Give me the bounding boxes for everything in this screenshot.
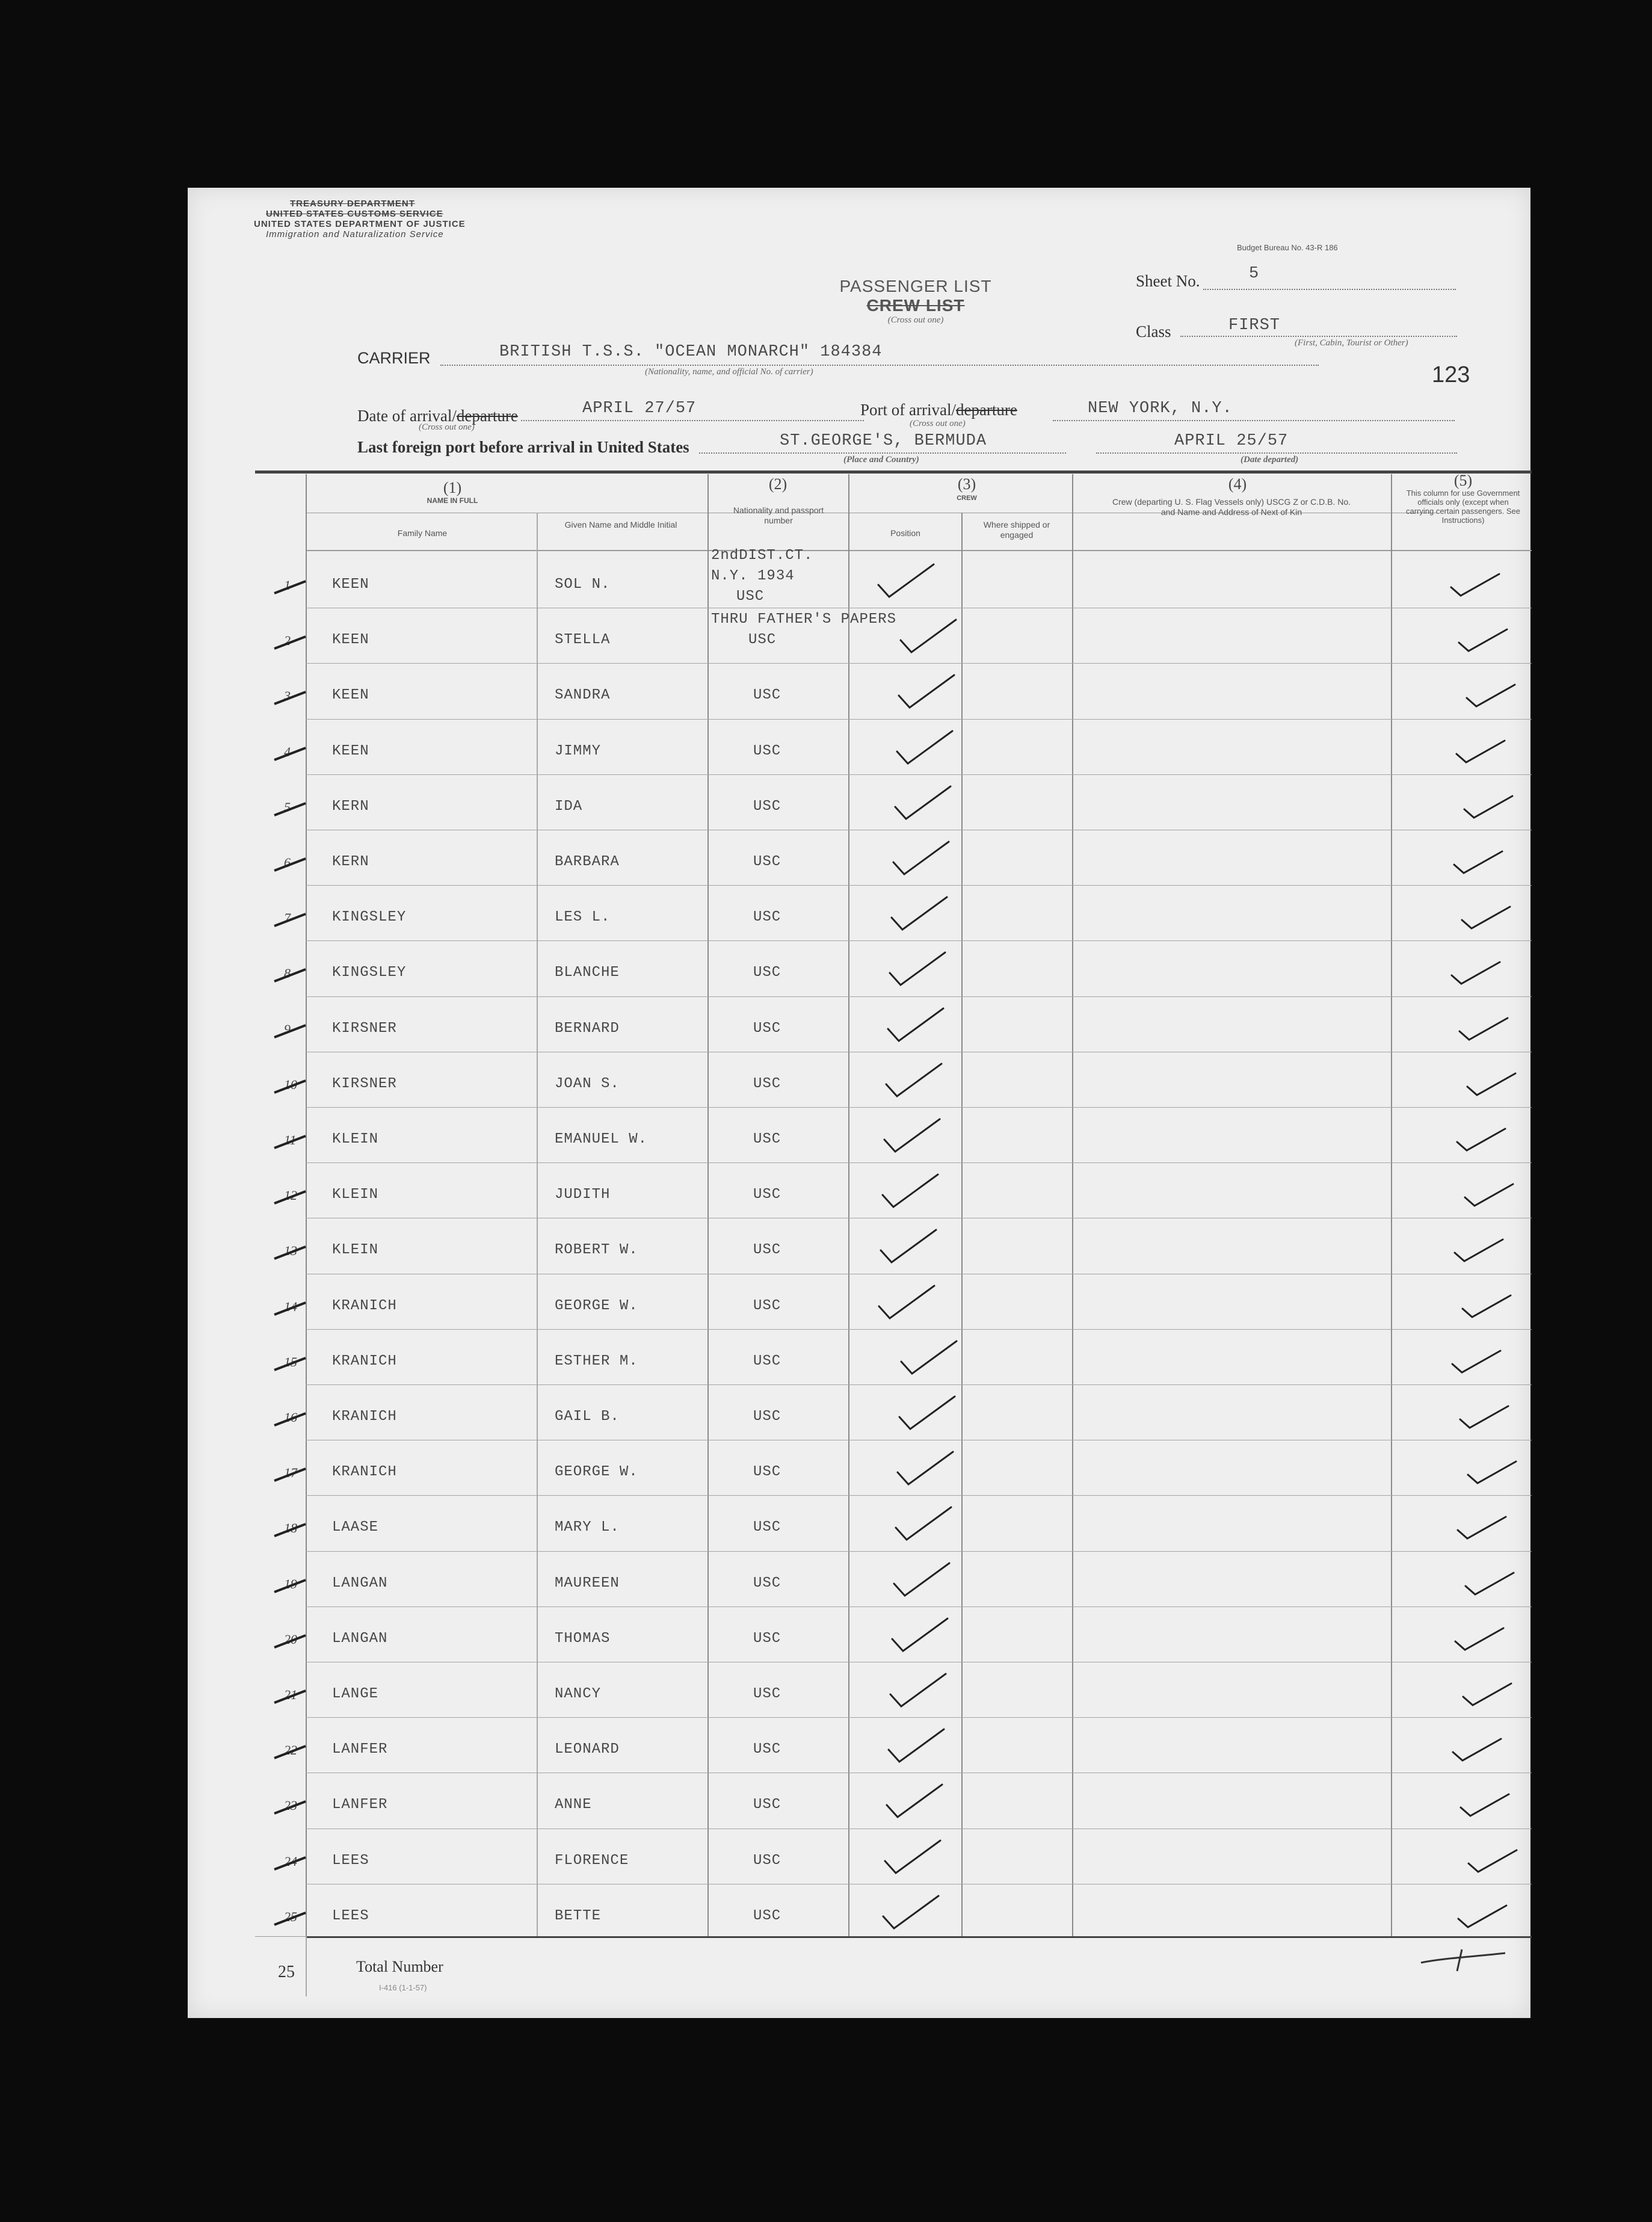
official-check-icon [1459, 1668, 1526, 1716]
family-name: KINGSLEY [332, 964, 407, 981]
row-number-strike-icon [272, 742, 308, 766]
row-number-strike-icon [272, 1075, 308, 1099]
total-count: 25 [278, 1963, 295, 1981]
position-check-icon [887, 1608, 960, 1662]
nationality: USC [753, 909, 781, 925]
nationality: USC [753, 743, 781, 759]
date-departed-value: APRIL 25/57 [1174, 432, 1289, 450]
family-name: KINGSLEY [332, 909, 407, 925]
nationality: USC [736, 588, 765, 605]
nationality: USC [753, 1741, 781, 1758]
official-check-icon [1456, 1390, 1523, 1439]
position-check-icon [874, 554, 946, 608]
family-name: KRANICH [332, 1464, 397, 1480]
row-number: 21 [284, 1687, 297, 1702]
official-check-icon [1450, 836, 1517, 884]
sheet-label: Sheet No. [1136, 272, 1200, 290]
official-check-icon [1465, 1835, 1531, 1883]
row-number: 17 [284, 1465, 297, 1480]
row-number: 7 [284, 910, 291, 925]
nationality: N.Y. 1934 [711, 568, 795, 584]
family-name: KLEIN [332, 1131, 379, 1147]
port-struck-text: departure [955, 401, 1017, 419]
agency-line: Immigration and Naturalization Service [266, 229, 444, 239]
nationality: USC [753, 964, 781, 981]
family-name: KEEN [332, 743, 369, 759]
official-check-icon [1462, 1557, 1528, 1605]
given-name: MARY L. [555, 1519, 620, 1535]
position-check-icon [887, 886, 959, 940]
nationality: USC [753, 1631, 781, 1647]
given-name: BLANCHE [555, 964, 620, 981]
given-name: THOMAS [555, 1631, 611, 1647]
family-name: LEES [332, 1853, 369, 1869]
family-name: KRANICH [332, 1409, 397, 1425]
nationality: USC [753, 1353, 781, 1369]
page-number: 123 [1432, 362, 1470, 387]
nationality: USC [753, 1298, 781, 1314]
row-number-strike-icon [272, 1297, 308, 1321]
official-check-icon [1451, 1224, 1517, 1272]
family-name: KEEN [332, 687, 369, 703]
nationality: USC [753, 1575, 781, 1591]
form-title: PASSENGER LIST [839, 277, 992, 295]
agency-line: UNITED STATES DEPARTMENT OF JUSTICE [254, 219, 466, 229]
given-name: NANCY [555, 1686, 602, 1702]
class-label: Class [1136, 322, 1171, 341]
official-check-icon [1459, 1280, 1525, 1328]
position-check-icon [889, 831, 961, 885]
given-name: EMANUEL W. [555, 1131, 648, 1147]
official-check-icon [1447, 558, 1514, 606]
family-name: KIRSNER [332, 1020, 397, 1037]
family-name: LANGAN [332, 1631, 388, 1647]
position-check-icon [891, 1496, 963, 1551]
official-check-icon [1464, 1446, 1530, 1494]
row-number: 4 [284, 744, 291, 759]
class-value: FIRST [1228, 316, 1281, 335]
row-number: 14 [284, 1299, 297, 1314]
nationality: USC [753, 1131, 781, 1147]
row-number-strike-icon [272, 575, 308, 599]
given-name: BERNARD [555, 1020, 620, 1037]
form-title-block [825, 277, 1006, 326]
col2-title: Nationality and passport number [733, 505, 824, 525]
row-number-strike-icon [272, 1518, 308, 1542]
official-check-icon [1453, 725, 1519, 773]
row-number-strike-icon [272, 1407, 308, 1431]
position-check-icon [885, 942, 957, 996]
col5-title: This column for use Government officials only (except when carrying certain passengers. See Instructions) [1405, 489, 1521, 525]
family-name: LEES [332, 1908, 369, 1924]
row-number: 23 [284, 1798, 297, 1813]
nationality: USC [753, 1797, 781, 1813]
row-number-strike-icon [272, 1685, 308, 1709]
given-name: ROBERT W. [555, 1242, 638, 1258]
row-number: 6 [284, 855, 291, 870]
family-name: LANFER [332, 1797, 388, 1813]
row-number-strike-icon [272, 1795, 308, 1819]
row-number: 22 [284, 1742, 297, 1758]
row-number-strike-icon [272, 797, 308, 821]
position-check-icon [878, 1885, 951, 1939]
row-number-strike-icon [272, 1241, 308, 1265]
col4-title: Crew (departing U. S. Flag Vessels only) USCG Z or C.D.B. No. and Name and Address of Next of Kin [1112, 497, 1351, 517]
official-check-icon [1453, 1113, 1520, 1161]
row-number: 8 [284, 966, 291, 981]
date-label-text: Date of arrival/ [357, 407, 457, 425]
carrier-value: BRITISH T.S.S. "OCEAN MONARCH" 184384 [499, 343, 883, 361]
position-check-icon [884, 1718, 956, 1773]
nationality: USC [753, 798, 781, 815]
given-name: JUDITH [555, 1187, 611, 1203]
given-name: ESTHER M. [555, 1353, 638, 1369]
nationality: USC [753, 1853, 781, 1869]
col3-position-heading: Position [890, 528, 920, 538]
nationality: USC [753, 854, 781, 870]
nationality: 2ndDIST.CT. [711, 548, 813, 564]
last-port-value: ST.GEORGE'S, BERMUDA [780, 432, 987, 450]
col5-number: (5) [1453, 472, 1473, 489]
official-check-icon [1448, 946, 1514, 995]
given-name: GEORGE W. [555, 1298, 638, 1314]
carrier-note: (Nationality, name, and official No. of carrier) [645, 367, 813, 377]
given-name: SANDRA [555, 687, 611, 703]
position-check-icon [881, 1053, 954, 1107]
position-check-icon [882, 1774, 954, 1828]
position-check-icon [894, 664, 966, 718]
row-number-strike-icon [272, 1740, 308, 1764]
row-number: 18 [284, 1520, 297, 1535]
col3-where-heading: Where shipped or engaged [983, 520, 1050, 540]
given-name: MAUREEN [555, 1575, 620, 1591]
agency-line: TREASURY DEPARTMENT [290, 199, 415, 209]
row-number: 16 [284, 1410, 297, 1425]
family-name: LAASE [332, 1519, 379, 1535]
nationality: USC [753, 1076, 781, 1092]
family-name: KEEN [332, 576, 369, 593]
position-check-icon [895, 1386, 967, 1440]
row-number-strike-icon [272, 686, 308, 710]
row-number: 10 [284, 1077, 297, 1092]
position-check-icon [874, 1275, 946, 1329]
place-country-note: (Place and Country) [843, 455, 919, 464]
agency-header [254, 199, 466, 239]
col2-number: (2) [768, 475, 787, 493]
row-number-strike-icon [272, 1629, 308, 1653]
cross-out-note: (Cross out one) [887, 315, 944, 325]
given-name: GEORGE W. [555, 1464, 638, 1480]
row-number-strike-icon [272, 1185, 308, 1209]
row-number-strike-icon [272, 631, 308, 655]
row-number: 24 [284, 1854, 297, 1869]
passenger-list-sheet [188, 188, 1530, 2018]
row-number: 15 [284, 1354, 297, 1369]
row-number: 20 [284, 1632, 297, 1647]
official-check-icon [1464, 1058, 1530, 1106]
date-struck-text: departure [456, 407, 518, 425]
nationality: USC [753, 1908, 781, 1924]
date-departed-note: (Date departed) [1241, 455, 1299, 464]
given-name: IDA [555, 798, 583, 815]
official-check-icon [1458, 891, 1524, 939]
given-name: STELLA [555, 632, 611, 648]
row-number: 13 [284, 1243, 297, 1258]
family-name: KLEIN [332, 1242, 379, 1258]
row-number-strike-icon [272, 908, 308, 932]
budget-bureau-number: Budget Bureau No. 43-R 186 [1237, 243, 1338, 252]
position-check-icon [890, 776, 963, 830]
sheet-number: 5 [1249, 265, 1260, 283]
col1-number: (1) [443, 479, 462, 496]
nationality: USC [753, 687, 781, 703]
nationality: THRU FATHER'S PAPERS [711, 611, 897, 628]
official-check-icon [1457, 1779, 1523, 1827]
row-number: 2 [284, 633, 291, 648]
row-number: 9 [284, 1022, 291, 1037]
date-of-arrival-value: APRIL 27/57 [582, 400, 697, 418]
nationality: USC [753, 1464, 781, 1480]
given-name: BETTE [555, 1908, 602, 1924]
col1-given-heading: Given Name and Middle Initial [564, 520, 677, 529]
handwritten-mark-icon [1415, 1945, 1511, 1975]
carrier-label: CARRIER [357, 349, 431, 367]
nationality: USC [753, 1187, 781, 1203]
official-check-icon [1456, 1002, 1522, 1051]
position-check-icon [878, 1164, 950, 1218]
given-name: BARBARA [555, 854, 620, 870]
given-name: GAIL B. [555, 1409, 620, 1425]
position-check-icon [889, 1552, 961, 1606]
row-number-strike-icon [272, 963, 308, 987]
row-number: 19 [284, 1576, 297, 1591]
given-name: SOL N. [555, 576, 611, 593]
family-name: KRANICH [332, 1298, 397, 1314]
form-number: I-416 (1-1-57) [379, 1983, 427, 1992]
given-name: LEONARD [555, 1741, 620, 1758]
official-check-icon [1461, 1168, 1527, 1217]
family-name: KEEN [332, 632, 369, 648]
position-check-icon [886, 1663, 958, 1717]
position-check-icon [896, 1330, 969, 1384]
given-name: ANNE [555, 1797, 592, 1813]
position-check-icon [880, 1830, 952, 1884]
given-name: JOAN S. [555, 1076, 620, 1092]
position-check-icon [880, 1108, 952, 1162]
given-name: JIMMY [555, 743, 602, 759]
family-name: KLEIN [332, 1187, 379, 1203]
date-cross-out-note: (Cross out one) [419, 422, 475, 432]
row-number: 12 [284, 1188, 297, 1203]
nationality: USC [753, 1686, 781, 1702]
family-name: LANFER [332, 1741, 388, 1758]
col1-title: NAME IN FULL [427, 496, 478, 505]
row-number-strike-icon [272, 1463, 308, 1487]
row-number: 5 [284, 800, 291, 815]
nationality: USC [753, 1020, 781, 1037]
family-name: KRANICH [332, 1353, 397, 1369]
col3-number: (3) [957, 475, 976, 493]
official-check-icon [1463, 669, 1529, 717]
col3-title: CREW [957, 495, 977, 502]
col1-family-heading: Family Name [397, 528, 448, 538]
class-note: (First, Cabin, Tourist or Other) [1295, 338, 1408, 348]
official-check-icon [1455, 614, 1521, 662]
row-number-strike-icon [272, 1130, 308, 1154]
family-name: LANGAN [332, 1575, 388, 1591]
family-name: KERN [332, 854, 369, 870]
given-name: LES L. [555, 909, 611, 925]
official-check-icon [1452, 1612, 1518, 1661]
position-check-icon [896, 609, 968, 663]
row-number: 1 [284, 578, 291, 593]
form-title-struck: CREW LIST [866, 296, 965, 315]
position-check-icon [876, 1219, 948, 1273]
official-check-icon [1449, 1335, 1515, 1383]
nationality: USC [748, 632, 777, 648]
port-cross-out-note: (Cross out one) [910, 419, 966, 428]
total-label: Total Number [356, 1958, 443, 1975]
row-number-strike-icon [272, 1851, 308, 1875]
position-check-icon [893, 1441, 965, 1495]
col4-number: (4) [1228, 475, 1247, 493]
family-name: KERN [332, 798, 369, 815]
row-number-strike-icon [272, 853, 308, 877]
official-check-icon [1449, 1723, 1515, 1771]
official-check-icon [1461, 780, 1527, 829]
port-of-arrival-value: NEW YORK, N.Y. [1088, 400, 1233, 418]
agency-line: UNITED STATES CUSTOMS SERVICE [266, 209, 443, 219]
port-of-arrival-label [860, 401, 1017, 419]
row-number: 25 [284, 1909, 297, 1924]
nationality: USC [753, 1409, 781, 1425]
family-name: LANGE [332, 1686, 379, 1702]
nationality: USC [753, 1242, 781, 1258]
official-check-icon [1455, 1890, 1521, 1938]
position-check-icon [883, 998, 955, 1052]
row-number: 11 [284, 1132, 297, 1147]
row-number: 3 [284, 688, 291, 703]
row-number-strike-icon [272, 1907, 308, 1931]
row-number-strike-icon [272, 1352, 308, 1376]
given-name: FLORENCE [555, 1853, 629, 1869]
official-check-icon [1454, 1501, 1520, 1549]
port-label-text: Port of arrival/ [860, 401, 956, 419]
family-name: KIRSNER [332, 1076, 397, 1092]
position-check-icon [892, 720, 964, 774]
last-port-label: Last foreign port before arrival in United States [357, 438, 689, 456]
row-number-strike-icon [272, 1019, 308, 1043]
row-number-strike-icon [272, 1574, 308, 1598]
nationality: USC [753, 1519, 781, 1535]
